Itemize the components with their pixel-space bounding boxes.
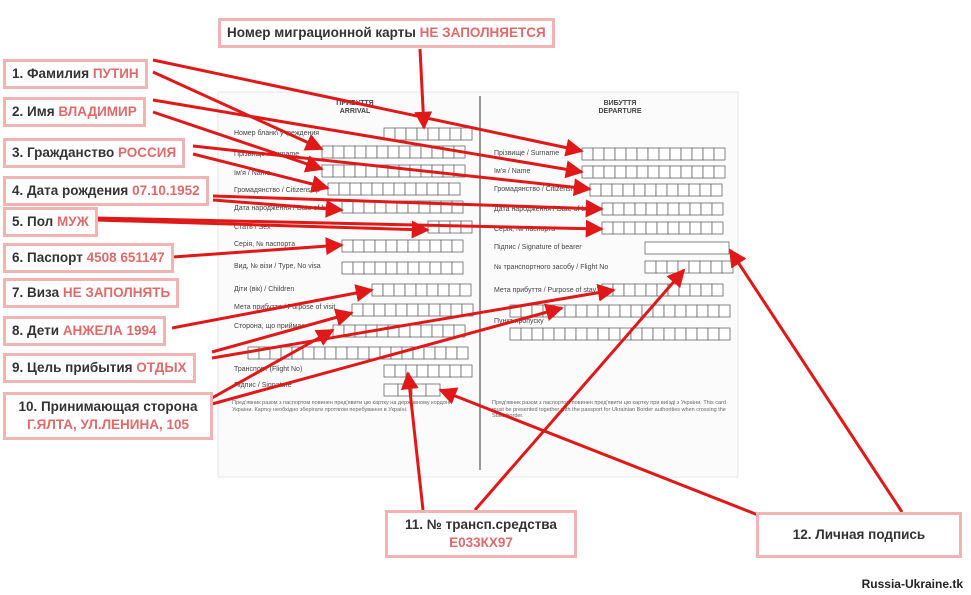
arrival-field-label: Транспорт (Flight No)	[234, 366, 303, 373]
departure-field-label: Громадянство / Citizenship	[494, 186, 580, 193]
callout-birthdate: 4. Дата рождения 07.10.1952	[3, 176, 209, 206]
callout-sex: 5. Пол МУЖ	[3, 207, 98, 237]
arrival-field-label: Мета прибуття / Purpose of visit	[234, 304, 336, 311]
departure-field-label: Дата народження / Date of birth	[494, 206, 595, 213]
arrow-birthdate-departure	[213, 196, 602, 209]
callout-vehicle: 11. № трансп.средства Е033КХ97	[385, 510, 577, 558]
arrival-field-label: Вид, № візи / Type, No visa	[234, 263, 321, 270]
callout-passport: 6. Паспорт 4508 651147	[3, 243, 174, 273]
arrival-field-label: Серія, № паспорта	[234, 241, 296, 248]
callout-visa: 7. Виза НЕ ЗАПОЛНЯТЬ	[3, 278, 179, 308]
arrival-field-label: Прізвище / Surname	[234, 151, 300, 158]
site-watermark: Russia-Ukraine.tk	[861, 577, 963, 591]
callout-citizenship: 3. Гражданство РОССИЯ	[3, 138, 185, 168]
arrow-birthdate-arrival	[213, 200, 342, 210]
arrow-signature-departure	[730, 250, 902, 512]
arrival-field-label: Сторона, що приймає	[234, 323, 305, 330]
departure-note: Пред'явник разом з паспортом повинен пред'явити цю картку при виїзді з України. This card must be presented together with the passport for Ukrainian Border authorities when crossing the State border.	[492, 400, 726, 419]
callout-host: 10. Принимающая сторона Г.ЯЛТА, УЛ.ЛЕНИНА, 105	[3, 392, 213, 440]
departure-field-label: № транспортного засобу / Flight No	[494, 264, 609, 271]
arrival-field-label: Дата народження / Date of birth	[234, 205, 335, 212]
arrow-passport	[173, 245, 342, 257]
departure-field-label: Пункт пропуску	[494, 318, 544, 325]
departure-field-label: Серія, № паспорта	[494, 226, 556, 233]
departure-field-label: Мета прибуття / Purpose of stay	[494, 287, 597, 294]
departure-field-label: Ім'я / Name	[494, 168, 531, 175]
arrival-field-label: Діти (вік) / Children	[234, 286, 295, 293]
arrival-note: Пред'явник разом з паспортом повинен пред'явити цю картку на державному кордоні України. Картку необхідно зберігати протягом перебування в Україні.	[232, 400, 451, 413]
arrival-field-label: Підпис / Signature	[234, 382, 292, 389]
callout-card-number: Номер миграционной карты НЕ ЗАПОЛНЯЕТСЯ	[218, 18, 555, 48]
arrow-vehicle-arrival	[408, 373, 423, 510]
callout-children: 8. Дети АНЖЕЛА 1994	[3, 316, 166, 346]
arrow-children	[172, 290, 372, 328]
arrow-host-departure	[212, 308, 562, 404]
arrival-field-label: Ім'я / Name	[234, 170, 271, 177]
callout-surname: 1. Фамилия ПУТИН	[3, 59, 148, 89]
arrival-field-label: Громадянство / Citizenship	[234, 187, 320, 194]
arrival-field-label: Стать / Sex	[234, 224, 271, 231]
departure-field-label: Прізвище / Surname	[494, 150, 560, 157]
callout-signature: 12. Личная подпись	[756, 512, 962, 558]
departure-field-label: Підпис / Signature of bearer	[494, 244, 582, 251]
arrival-field-label: Номер бланк\ учреждения	[234, 130, 320, 137]
arrival-title: ПРИБУТТЯ ARRIVAL	[336, 100, 374, 115]
departure-title: ВИБУТТЯ DEPARTURE	[598, 100, 642, 115]
callout-purpose: 9. Цель прибытия ОТДЫХ	[3, 353, 196, 383]
callout-name: 2. Имя ВЛАДИМИР	[3, 97, 146, 127]
